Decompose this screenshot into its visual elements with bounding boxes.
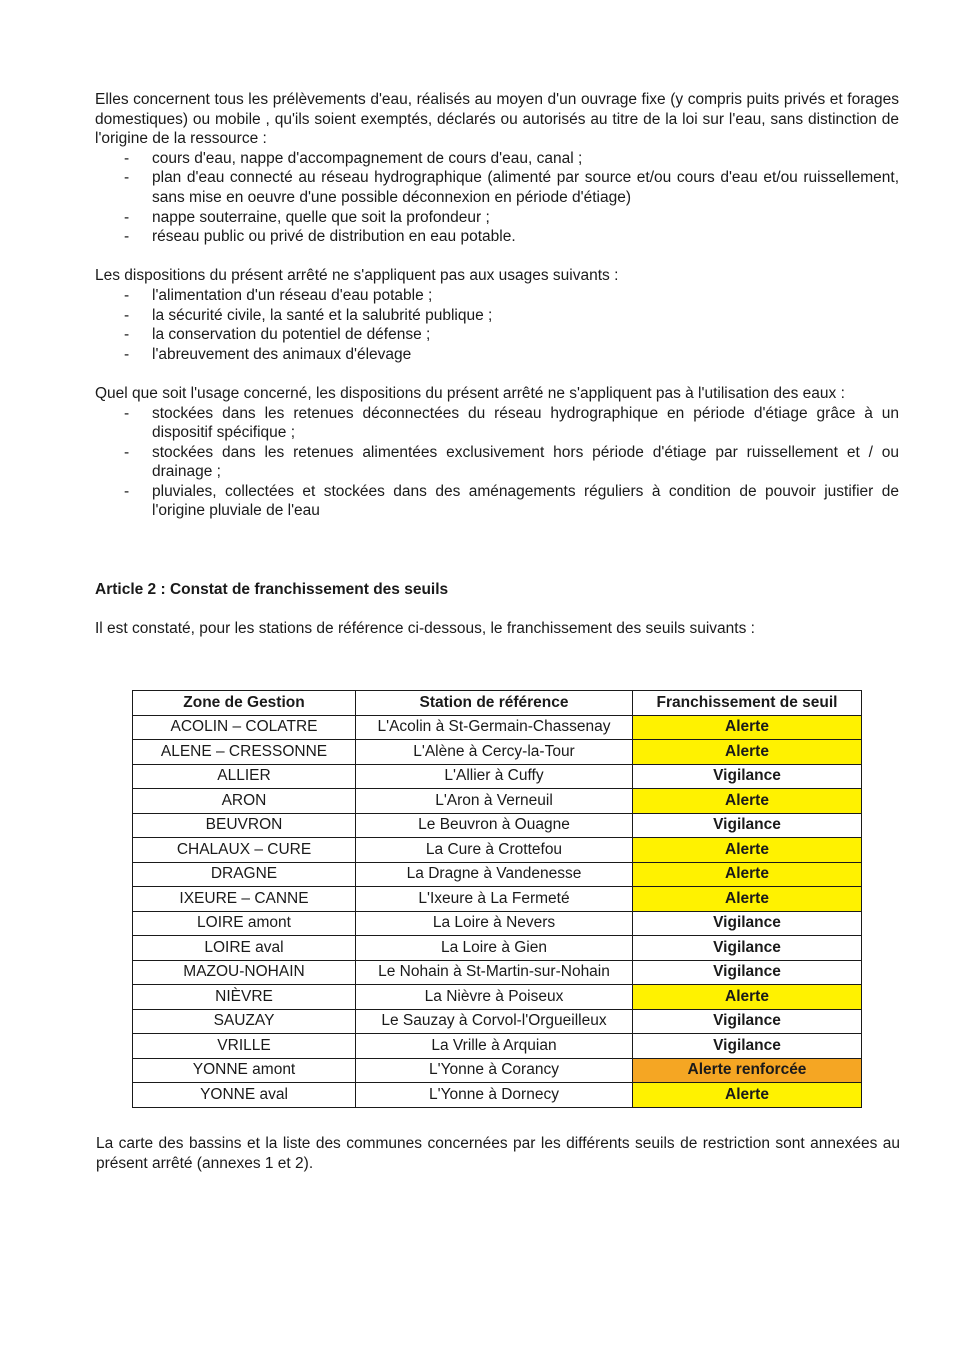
table-row: [133, 715, 862, 740]
table-header-row: [133, 691, 862, 716]
threshold-cell: Vigilance: [633, 936, 862, 961]
zone-cell: ALLIER: [133, 764, 356, 789]
exclusions-list: [95, 286, 899, 364]
column-header-station: Station de référence: [356, 691, 633, 716]
station-cell: La Vrille à Arquian: [356, 1034, 633, 1059]
station-cell: La Dragne à Vandenesse: [356, 862, 633, 887]
station-cell: L'Yonne à Dornecy: [356, 1083, 633, 1108]
threshold-cell: Vigilance: [633, 813, 862, 838]
station-cell: L'Aron à Verneuil: [356, 789, 633, 814]
table-row: [133, 764, 862, 789]
list-item: - stockées dans les retenues alimentées exclusivement hors période d'étiage par ruissellement et / ou drainage ;: [152, 443, 899, 482]
threshold-cell: Vigilance: [633, 1009, 862, 1034]
closing-paragraph: La carte des bassins et la liste des communes concernées par les différents seuils de restriction sont annexées au présent arrêté (annexes 1 et 2).: [96, 1135, 900, 1172]
zone-cell: ACOLIN – COLATRE: [133, 715, 356, 740]
list-item: - la conservation du potentiel de défense ;: [152, 325, 899, 345]
list-item: - réseau public ou privé de distribution en eau potable.: [152, 227, 899, 247]
list-item: - l'alimentation d'un réseau d'eau potable ;: [152, 286, 899, 306]
zone-cell: DRAGNE: [133, 862, 356, 887]
zone-cell: ALENE – CRESSONNE: [133, 740, 356, 765]
list-item: - l'abreuvement des animaux d'élevage: [152, 345, 899, 365]
station-cell: Le Nohain à St-Martin-sur-Nohain: [356, 960, 633, 985]
list-item: - cours d'eau, nappe d'accompagnement de cours d'eau, canal ;: [152, 149, 899, 169]
list-item: - pluviales, collectées et stockées dans des aménagements réguliers à condition de pouvoir justifier de l'origine pluviale de l'eau: [152, 482, 899, 521]
threshold-cell: Alerte renforcée: [633, 1058, 862, 1083]
station-cell: Le Sauzay à Corvol-l'Orgueilleux: [356, 1009, 633, 1034]
threshold-cell: Alerte: [633, 838, 862, 863]
threshold-cell: Alerte: [633, 985, 862, 1010]
table-row: [133, 838, 862, 863]
intro-list: [95, 149, 899, 247]
article-intro: Il est constaté, pour les stations de référence ci-dessous, le franchissement des seuils suivants :: [95, 620, 755, 638]
threshold-cell: Alerte: [633, 740, 862, 765]
zone-cell: YONNE aval: [133, 1083, 356, 1108]
column-header-threshold: Franchissement de seuil: [633, 691, 862, 716]
zone-cell: ARON: [133, 789, 356, 814]
threshold-cell: Alerte: [633, 715, 862, 740]
station-cell: L'Yonne à Corancy: [356, 1058, 633, 1083]
threshold-cell: Vigilance: [633, 1034, 862, 1059]
station-cell: L'Acolin à St-Germain-Chassenay: [356, 715, 633, 740]
table-row: [133, 862, 862, 887]
station-cell: L'Ixeure à La Fermeté: [356, 887, 633, 912]
station-cell: La Loire à Nevers: [356, 911, 633, 936]
list-item: - nappe souterraine, quelle que soit la profondeur ;: [152, 208, 899, 228]
zone-cell: VRILLE: [133, 1034, 356, 1059]
exclusions-paragraph: Les dispositions du présent arrêté ne s'appliquent pas aux usages suivants :: [95, 267, 619, 285]
table-body: [133, 715, 862, 1107]
table-row: [133, 789, 862, 814]
article-title: Article 2 : Constat de franchissement des seuils: [95, 580, 449, 598]
zone-cell: LOIRE aval: [133, 936, 356, 961]
station-cell: L'Alène à Cercy-la-Tour: [356, 740, 633, 765]
zone-cell: IXEURE – CANNE: [133, 887, 356, 912]
station-cell: La Loire à Gien: [356, 936, 633, 961]
threshold-cell: Alerte: [633, 1083, 862, 1108]
waters-list: [95, 404, 899, 522]
zone-cell: YONNE amont: [133, 1058, 356, 1083]
station-cell: La Nièvre à Poiseux: [356, 985, 633, 1010]
list-item: - plan d'eau connecté au réseau hydrographique (alimenté par source et/ou cours d'eau et/ou ruissellement, sans mise en oeuvre d'une possible déconnexion en période d'étiage): [152, 168, 899, 207]
list-item: - la sécurité civile, la santé et la salubrité publique ;: [152, 306, 899, 326]
threshold-cell: Vigilance: [633, 911, 862, 936]
waters-paragraph: Quel que soit l'usage concerné, les dispositions du présent arrêté ne s'appliquent pas à l'utilisation des eaux :: [95, 384, 845, 402]
table-row: [133, 911, 862, 936]
threshold-cell: Alerte: [633, 789, 862, 814]
threshold-cell: Alerte: [633, 887, 862, 912]
station-cell: La Cure à Crottefou: [356, 838, 633, 863]
table-row: [133, 960, 862, 985]
table-row: [133, 985, 862, 1010]
table-row: [133, 1083, 862, 1108]
table-row: [133, 936, 862, 961]
zone-cell: SAUZAY: [133, 1009, 356, 1034]
threshold-cell: Alerte: [633, 862, 862, 887]
list-item: - stockées dans les retenues déconnectées du réseau hydrographique en période d'étiage grâce à un dispositif spécifique ;: [152, 404, 899, 443]
table-row: [133, 1058, 862, 1083]
column-header-zone: Zone de Gestion: [133, 691, 356, 716]
zone-cell: BEUVRON: [133, 813, 356, 838]
zone-cell: MAZOU-NOHAIN: [133, 960, 356, 985]
station-cell: Le Beuvron à Ouagne: [356, 813, 633, 838]
zone-cell: NIÈVRE: [133, 985, 356, 1010]
table-row: [133, 813, 862, 838]
thresholds-table: [132, 690, 862, 1108]
zone-cell: CHALAUX – CURE: [133, 838, 356, 863]
intro-paragraph: Elles concernent tous les prélèvements d'eau, réalisés au moyen d'un ouvrage fixe (y compris puits privés et forages domestiques) ou mobile , qu'ils soient exemptés, déclarés ou autorisés au titre de la loi sur l'eau, sans distinction de l'origine de la ressource :: [95, 91, 899, 148]
threshold-cell: Vigilance: [633, 960, 862, 985]
table-row: [133, 1034, 862, 1059]
table-row: [133, 1009, 862, 1034]
threshold-cell: Vigilance: [633, 764, 862, 789]
station-cell: L'Allier à Cuffy: [356, 764, 633, 789]
table-row: [133, 740, 862, 765]
document-body: [95, 90, 899, 639]
zone-cell: LOIRE amont: [133, 911, 356, 936]
table-row: [133, 887, 862, 912]
